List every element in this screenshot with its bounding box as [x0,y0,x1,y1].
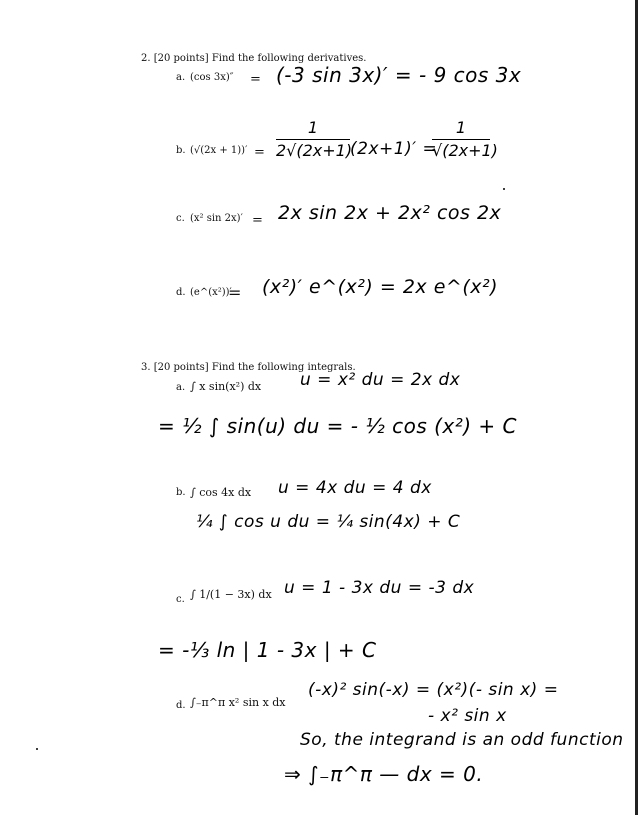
problem-2d-equals: = [228,283,242,302]
problem-3a-handwritten-answer: = ½ ∫ sin(u) du = - ½ cos (x²) + C [158,414,517,438]
problem-3b-handwritten-answer: ¼ ∫ cos u du = ¼ sin(4x) + C [196,512,461,532]
problem-3d-work-line-1: (-x)² sin(-x) = (x²)(- sin x) = [308,680,559,700]
problem-3-heading: 3. [20 points] Find the following integrals. [141,362,356,373]
problem-2c-equals: = [252,213,263,228]
problem-3a-label: a. [176,382,186,393]
problem-2a-equals: = [250,72,261,87]
problem-3a-substitution: u = x² du = 2x dx [300,370,461,390]
problem-2a-handwritten-answer: (-3 sin 3x)′ = - 9 cos 3x [276,63,522,87]
fraction-2-bar [432,139,490,140]
fraction-1-denominator: 2√(2x+1) [276,141,353,160]
fraction-1-bar [276,139,350,140]
problem-2c-handwritten-answer: 2x sin 2x + 2x² cos 2x [278,202,502,224]
stray-mark [503,188,505,190]
fraction-2-denominator: √(2x+1) [432,141,498,160]
problem-2b-equals: = [254,145,265,160]
fraction-1-numerator: 1 [307,118,319,137]
problem-3b-substitution: u = 4x du = 4 dx [278,478,432,498]
problem-3b-label: b. [176,487,186,498]
problem-2-heading: 2. [20 points] Find the following derivatives. [141,53,367,64]
problem-3c-handwritten-answer: = -⅓ ln | 1 - 3x | + C [158,638,377,662]
problem-3d-label: d. [176,700,186,711]
problem-2b-label: b. [176,145,186,156]
problem-2b-expression: (√(2x + 1))′ [190,145,248,156]
problem-2d-handwritten-answer: (x²)′ e^(x²) = 2x e^(x²) [262,276,499,298]
problem-3c-substitution: u = 1 - 3x du = -3 dx [284,578,475,598]
fraction-2-numerator: 1 [455,118,467,137]
problem-2a-expression: (cos 3x)″ [190,72,234,83]
problem-2a-label: a. [176,72,186,83]
problem-2d-expression: (e^(x²))′ [190,287,232,298]
problem-3b-expression: ∫ cos 4x dx [190,486,252,499]
problem-3c-label: c. [176,594,185,605]
problem-2b-fraction-2 [432,118,498,161]
problem-2b-chain-term: (2x+1)′ = [350,139,438,159]
problem-3d-final-answer: ⇒ ∫₋π^π — dx = 0. [284,762,484,786]
problem-2b-fraction-1 [276,118,353,161]
problem-3d-work-line-2: - x² sin x [428,706,507,726]
problem-3d-expression: ∫₋π^π x² sin x dx [190,696,286,709]
problem-3c-expression: ∫ 1/(1 − 3x) dx [190,588,272,601]
problem-2c-expression: (x² sin 2x)′ [190,213,243,224]
problem-2d-label: d. [176,287,186,298]
problem-2c-label: c. [176,213,185,224]
problem-3d-odd-function-note: So, the integrand is an odd function [300,730,624,750]
stray-mark [36,748,38,750]
problem-3a-expression: ∫ x sin(x²) dx [190,380,262,393]
